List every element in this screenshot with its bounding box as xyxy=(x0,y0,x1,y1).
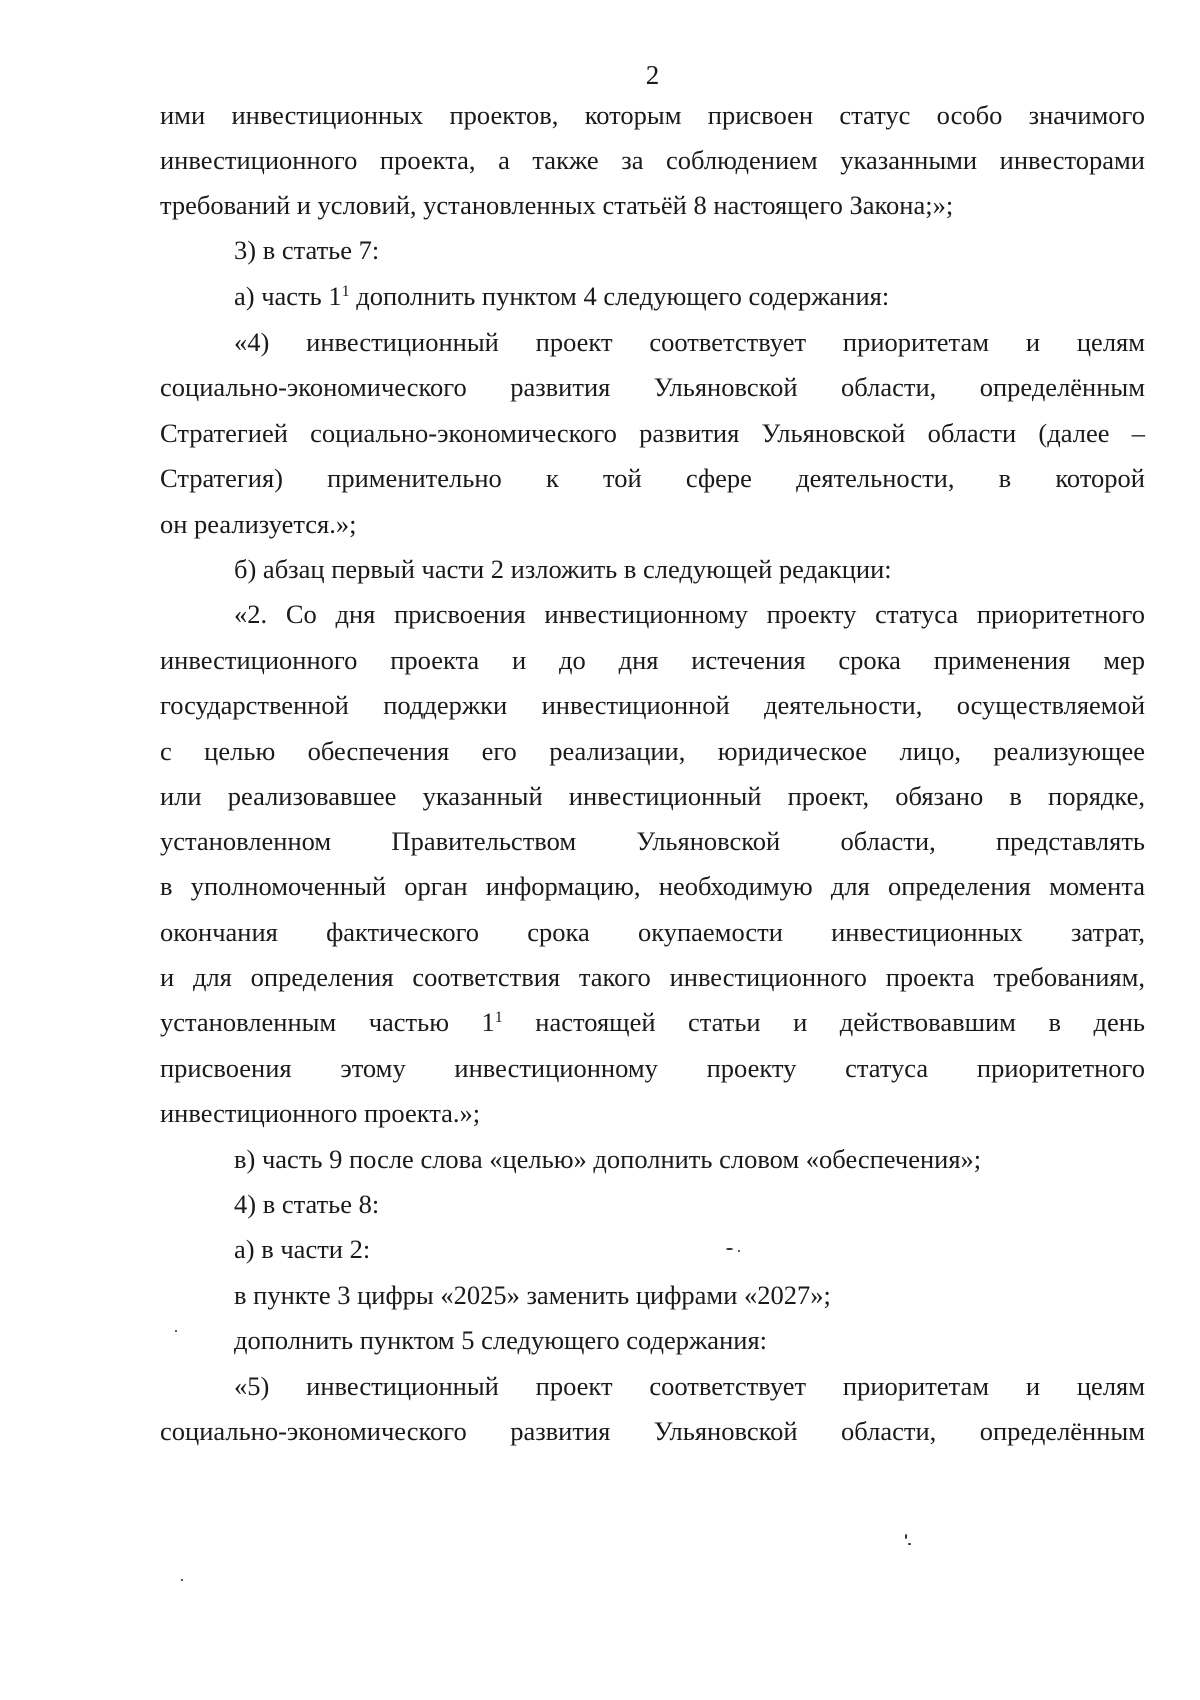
text-line: ими инвестиционных проектов, которым присвоен статус особо значимого xyxy=(160,100,1145,130)
text-line xyxy=(234,279,1145,313)
scan-speck xyxy=(726,1248,733,1250)
text-line: инвестиционного проекта и до дня истечения срока применения мер xyxy=(160,645,1145,675)
text-line: инвестиционного проекта, а также за соблюдением указанными инвесторами xyxy=(160,145,1145,175)
text-line: установленном Правительством Ульяновской области, представлять xyxy=(160,826,1145,856)
text-line: в пункте 3 цифры «2025» заменить цифрами «2027»; xyxy=(234,1280,831,1310)
scan-speck xyxy=(905,1534,907,1539)
text-fragment: настоящей статьи и действовавшим в день xyxy=(502,1007,1145,1037)
text-fragment: а) часть 1 xyxy=(234,281,342,311)
text-line: «2. Со дня присвоения инвестиционному проекту статуса приоритетного xyxy=(234,599,1145,629)
text-line: 3) в статье 7: xyxy=(234,235,380,265)
text-line: требований и условий, установленных статьёй 8 настоящего Закона;»; xyxy=(160,190,954,220)
scan-speck xyxy=(175,1330,177,1332)
text-line: присвоения этому инвестиционному проекту статуса приоритетного xyxy=(160,1053,1145,1083)
text-line: «5) инвестиционный проект соответствует приоритетам и целям xyxy=(234,1371,1145,1401)
text-fragment: дополнить пунктом 4 следующего содержания: xyxy=(349,281,890,311)
text-line: окончания фактического срока окупаемости инвестиционных затрат, xyxy=(160,917,1145,947)
text-line xyxy=(160,1005,1145,1039)
text-line: Стратегия) применительно к той сфере деятельности, в которой xyxy=(160,463,1145,493)
text-line: он реализуется.»; xyxy=(160,509,357,539)
scan-speck xyxy=(738,1250,740,1252)
page-number: 2 xyxy=(645,60,660,90)
text-line: социально-экономического развития Ульяновской области, определённым xyxy=(160,372,1145,402)
text-line: дополнить пунктом 5 следующего содержания: xyxy=(234,1325,767,1355)
text-line: инвестиционного проекта.»; xyxy=(160,1098,481,1128)
superscript: 1 xyxy=(341,283,350,300)
text-line: с целью обеспечения его реализации, юридическое лицо, реализующее xyxy=(160,736,1145,766)
text-line: а) в части 2: xyxy=(234,1234,371,1264)
text-line: в уполномоченный орган информацию, необходимую для определения момента xyxy=(160,871,1145,901)
text-line: в) часть 9 после слова «целью» дополнить словом «обеспечения»; xyxy=(234,1144,982,1174)
text-line: или реализовавшее указанный инвестиционный проект, обязано в порядке, xyxy=(160,781,1145,811)
text-line: «4) инвестиционный проект соответствует приоритетам и целям xyxy=(234,327,1145,357)
text-line: и для определения соответствия такого инвестиционного проекта требованиям, xyxy=(160,962,1145,992)
text-fragment: установленным частью 1 xyxy=(160,1007,495,1037)
text-line: государственной поддержки инвестиционной деятельности, осуществляемой xyxy=(160,690,1145,720)
text-line: социально-экономического развития Ульяновской области, определённым xyxy=(160,1416,1145,1446)
text-line: Стратегией социально-экономического развития Ульяновской области (далее – xyxy=(160,418,1145,448)
superscript: 1 xyxy=(494,1009,503,1026)
scan-speck xyxy=(908,1543,911,1545)
scan-speck xyxy=(181,1579,183,1581)
text-line: б) абзац первый части 2 изложить в следующей редакции: xyxy=(234,554,892,584)
text-line: 4) в статье 8: xyxy=(234,1189,380,1219)
